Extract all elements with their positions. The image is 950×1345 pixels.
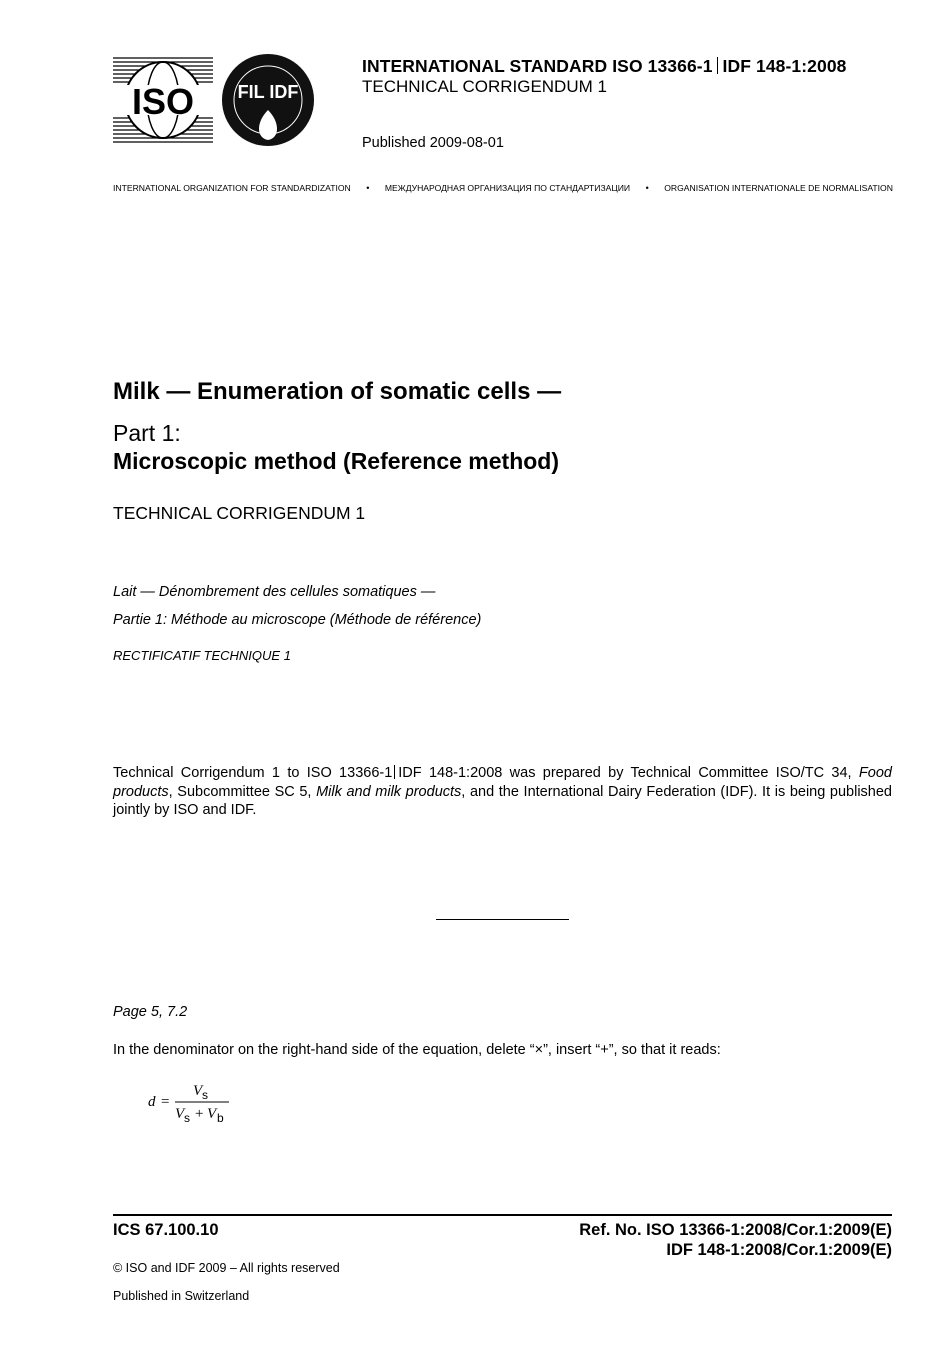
copyright-notice: © ISO and IDF 2009 – All rights reserved bbox=[113, 1261, 340, 1275]
formula-equals: = bbox=[161, 1094, 170, 1110]
document-corrigendum: TECHNICAL CORRIGENDUM 1 bbox=[113, 503, 366, 523]
title-separator bbox=[717, 57, 718, 74]
org-name-ru: МЕЖДУНАРОДНАЯ ОРГАНИЗАЦИЯ ПО СТАНДАРТИЗАЦИИ bbox=[384, 183, 631, 193]
iso-logo-text: ISO bbox=[131, 81, 195, 122]
formula bbox=[145, 1078, 255, 1128]
ics-code: ICS 67.100.10 bbox=[113, 1221, 219, 1239]
french-title: Lait — Dénombrement des cellules somatiques — bbox=[113, 584, 436, 600]
idf-logo-text: FIL IDF bbox=[237, 82, 299, 102]
org-name-en: INTERNATIONAL ORGANIZATION FOR STANDARDIZATION bbox=[113, 183, 351, 193]
intro-paragraph bbox=[113, 764, 892, 820]
document-title: Milk — Enumeration of somatic cells — bbox=[113, 378, 562, 405]
standard-title bbox=[362, 56, 847, 77]
footer-rule bbox=[113, 1214, 892, 1216]
french-part: Partie 1: Méthode au microscope (Méthode de référence) bbox=[113, 612, 482, 628]
formula-den-var1: V bbox=[175, 1106, 185, 1122]
formula-lhs: d bbox=[148, 1094, 156, 1110]
standard-subtitle: TECHNICAL CORRIGENDUM 1 bbox=[362, 77, 607, 96]
intro-text: , Subcommittee SC 5, bbox=[168, 783, 317, 800]
intro-text: , and the International Dairy Federation (IDF). It is being published jointly by ISO and IDF. bbox=[113, 783, 892, 818]
formula-den-sub2: b bbox=[217, 1111, 224, 1125]
organization-line bbox=[113, 183, 893, 193]
org-bullet: • bbox=[645, 183, 649, 193]
document-part: Part 1: bbox=[113, 420, 181, 446]
standard-title-iso: INTERNATIONAL STANDARD ISO 13366-1 bbox=[362, 56, 713, 76]
section-divider bbox=[436, 919, 569, 920]
org-bullet: • bbox=[366, 183, 370, 193]
formula-plus: + bbox=[195, 1106, 204, 1122]
correction-instruction: In the denominator on the right-hand side of the equation, delete “×”, insert “+”, so that it reads: bbox=[113, 1042, 721, 1058]
reference-number-idf: IDF 148-1:2008/Cor.1:2009(E) bbox=[666, 1241, 892, 1259]
intro-separator bbox=[394, 765, 395, 779]
formula-den-var2: V bbox=[207, 1106, 217, 1122]
intro-subcommittee: Milk and milk products bbox=[316, 783, 462, 800]
page-reference: Page 5, 7.2 bbox=[113, 1004, 188, 1020]
document-method: Microscopic method (Reference method) bbox=[113, 448, 560, 474]
french-corrigendum: RECTIFICATIF TECHNIQUE 1 bbox=[113, 648, 291, 663]
formula-num-var: V bbox=[193, 1083, 203, 1099]
published-date: Published 2009-08-01 bbox=[362, 135, 504, 151]
iso-logo bbox=[113, 56, 213, 144]
idf-logo bbox=[222, 54, 314, 146]
intro-text: IDF 148-1:2008 was prepared by Technical Committee ISO/TC 34, bbox=[398, 765, 859, 781]
standard-title-idf: IDF 148-1:2008 bbox=[722, 56, 847, 76]
reference-number-iso: Ref. No. ISO 13366-1:2008/Cor.1:2009(E) bbox=[579, 1221, 892, 1239]
formula-den-sub1: s bbox=[184, 1111, 190, 1125]
intro-text: Technical Corrigendum 1 to ISO 13366-1 bbox=[113, 765, 393, 781]
iso-idf-logos bbox=[113, 52, 323, 148]
org-name-fr: ORGANISATION INTERNATIONALE DE NORMALISATION bbox=[664, 183, 893, 193]
published-in: Published in Switzerland bbox=[113, 1289, 250, 1303]
formula-num-sub: s bbox=[202, 1088, 208, 1102]
intro-committee: Food products bbox=[113, 765, 892, 800]
